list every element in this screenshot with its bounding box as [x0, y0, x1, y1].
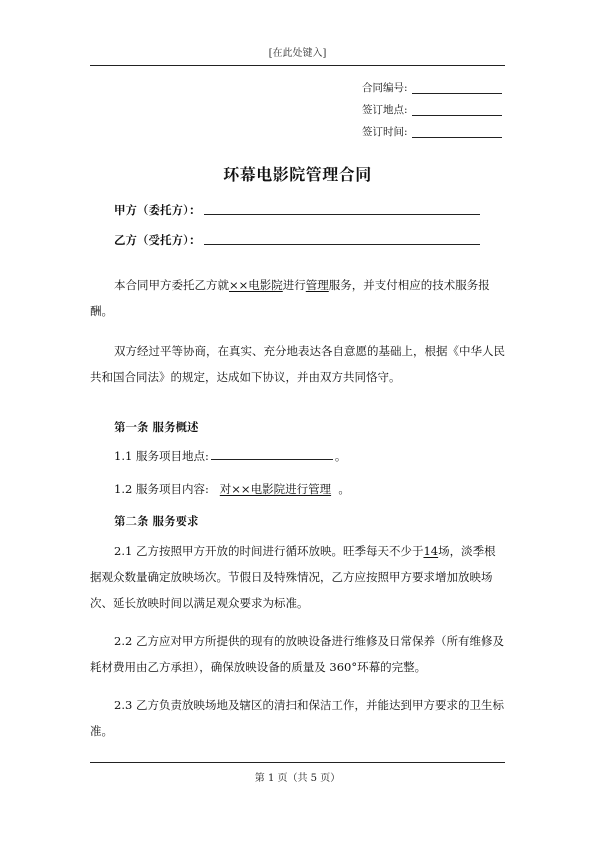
party-a-label: 甲方（委托方）：: [114, 203, 201, 217]
service-subject: ××电影院: [229, 278, 283, 292]
section-2-item-1: 2.1 乙方按照甲方开放的时间进行循环放映。旺季每天不少于14场，淡季根据观众数量确定放映场次。节假日及特殊情况，乙方应按照甲方要求增加放映场次、延长放映时间以满足观众要求为标准。: [90, 544, 496, 610]
sign-time-field[interactable]: [412, 127, 502, 138]
sign-place-label: 签订地点:: [362, 104, 408, 116]
party-a-field[interactable]: [204, 214, 480, 215]
min-screenings-value: 14: [423, 544, 439, 558]
sign-place-field[interactable]: [412, 105, 502, 116]
section-2-heading: 第二条 服务要求: [114, 514, 199, 528]
party-b-field[interactable]: [204, 244, 480, 245]
intro-paragraph-2: 双方经过平等协商，在真实、充分地表达各自意愿的基础上，根据《中华人民共和国合同法》的规定，达成如下协议，并由双方共同恪守。: [90, 344, 505, 384]
header-rule: [90, 65, 505, 66]
header-placeholder: [在此处键入]: [268, 48, 327, 59]
sign-place-row: [362, 102, 502, 117]
section-2-item-2: 2.2 乙方应对甲方所提供的现有的放映设备进行维修及日常保养（所有维修及耗材费用由乙方承担），确保放映设备的质量及 360°环幕的完整。: [90, 634, 504, 674]
sign-time-row: [362, 124, 502, 139]
section-1-item-2: 1.2 服务项目内容: 对××电影院进行管理 。: [114, 482, 350, 496]
section-2-item-3: 2.3 乙方负责放映场地及辖区的清扫和保洁工作，并能达到甲方要求的卫生标准。: [90, 698, 504, 738]
section-1-heading: 第一条 服务概述: [114, 420, 199, 434]
footer-rule: [90, 762, 505, 763]
contract-number-row: [362, 80, 502, 95]
contract-number-label: 合同编号:: [362, 82, 408, 94]
contract-number-field[interactable]: [412, 83, 502, 94]
page-title: 环幕电影院管理合同: [223, 165, 372, 184]
service-type: 管理: [305, 278, 329, 292]
page-number: 第 1 页（共 5 页）: [254, 773, 341, 784]
service-location-field[interactable]: [211, 449, 333, 460]
sign-time-label: 签订时间:: [362, 126, 408, 138]
intro-paragraph-1: 本合同甲方委托乙方就××电影院进行管理服务，并支付相应的技术服务报酬。: [90, 278, 490, 318]
party-b-label: 乙方（受托方）：: [114, 233, 201, 247]
service-content-value: 对××电影院进行管理: [219, 482, 332, 496]
section-1-item-1: 1.1 服务项目地点: 。: [114, 449, 347, 463]
